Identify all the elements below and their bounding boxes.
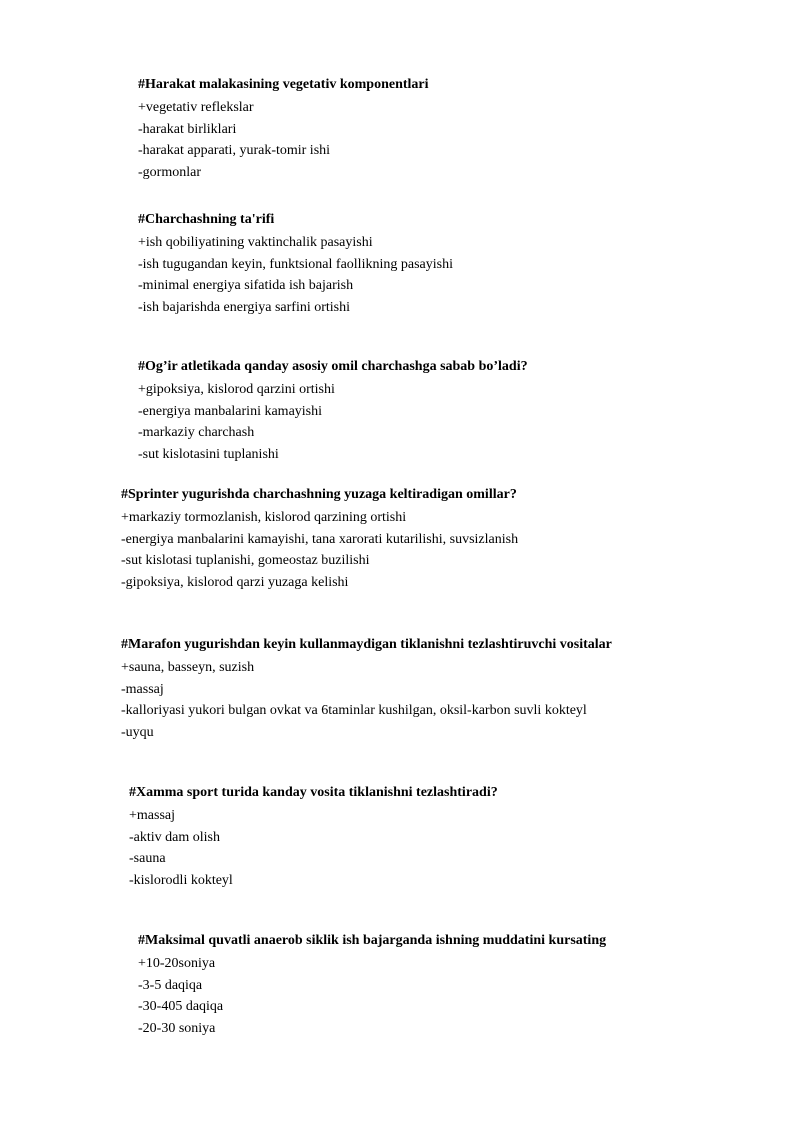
question-block xyxy=(138,209,453,319)
question-block xyxy=(129,782,498,892)
answer-option: -uyqu xyxy=(121,725,154,741)
answer-option: -ish bajarishda energiya sarfini ortishi xyxy=(138,300,351,316)
answer-option: -kislorodli kokteyl xyxy=(129,873,233,889)
question-title: #Harakat malakasining vegetativ komponentlari xyxy=(138,77,429,92)
answer-option: -20-30 soniya xyxy=(138,1021,216,1037)
answer-option: -kalloriyasi yukori bulgan ovkat va 6taminlar kushilgan, oksil-karbon suvli kokteyl xyxy=(121,703,587,719)
answer-option: +vegetativ reflekslar xyxy=(138,99,254,115)
answer-option: -gormonlar xyxy=(138,165,201,181)
question-block xyxy=(121,634,612,744)
answer-option: -gipoksiya, kislorod qarzi yuzaga kelishi xyxy=(121,575,349,591)
answer-option: -30-405 daqiqa xyxy=(138,999,224,1015)
answer-option: +markaziy tormozlanish, kislorod qarzining ortishi xyxy=(121,509,407,525)
answer-option: +sauna, basseyn, suzish xyxy=(121,659,255,675)
answer-option: -markaziy charchash xyxy=(138,425,255,441)
answer-option: -ish tugugandan keyin, funktsional faollikning pasayishi xyxy=(138,256,453,272)
question-block xyxy=(138,356,528,466)
answer-option: +massaj xyxy=(129,807,175,823)
question-block xyxy=(138,74,429,184)
answer-option: +gipoksiya, kislorod qarzini ortishi xyxy=(138,381,335,397)
question-title: #Charchashning ta'rifi xyxy=(138,212,275,227)
answer-option: -energiya manbalarini kamayishi, tana xarorati kutarilishi, suvsizlanish xyxy=(121,531,519,547)
question-title: #Og’ir atletikada qanday asosiy omil charchashga sabab bo’ladi? xyxy=(138,359,528,374)
answer-option: -3-5 daqiqa xyxy=(138,977,203,993)
answer-option: +ish qobiliyatining vaktinchalik pasayishi xyxy=(138,234,373,250)
question-block xyxy=(138,930,606,1040)
question-title: #Sprinter yugurishda charchashning yuzaga keltiradigan omillar? xyxy=(121,487,517,502)
answer-option: -aktiv dam olish xyxy=(129,829,220,845)
answer-option: -massaj xyxy=(121,681,164,697)
answer-option: -harakat apparati, yurak-tomir ishi xyxy=(138,143,331,159)
question-title: #Xamma sport turida kanday vosita tiklanishni tezlashtiradi? xyxy=(129,785,498,800)
answer-option: -harakat birliklari xyxy=(138,121,237,137)
answer-option: -sauna xyxy=(129,851,166,867)
answer-option: -sut kislotasi tuplanishi, gomeostaz buzilishi xyxy=(121,553,370,569)
answer-option: +10-20soniya xyxy=(138,955,216,971)
answer-option: -energiya manbalarini kamayishi xyxy=(138,403,323,419)
question-title: #Marafon yugurishdan keyin kullanmaydigan tiklanishni tezlashtiruvchi vositalar xyxy=(121,637,612,652)
answer-option: -minimal energiya sifatida ish bajarish xyxy=(138,278,354,294)
answer-option: -sut kislotasini tuplanishi xyxy=(138,447,279,463)
question-block xyxy=(121,484,518,594)
question-title: #Maksimal quvatli anaerob siklik ish bajarganda ishning muddatini kursating xyxy=(138,933,607,948)
